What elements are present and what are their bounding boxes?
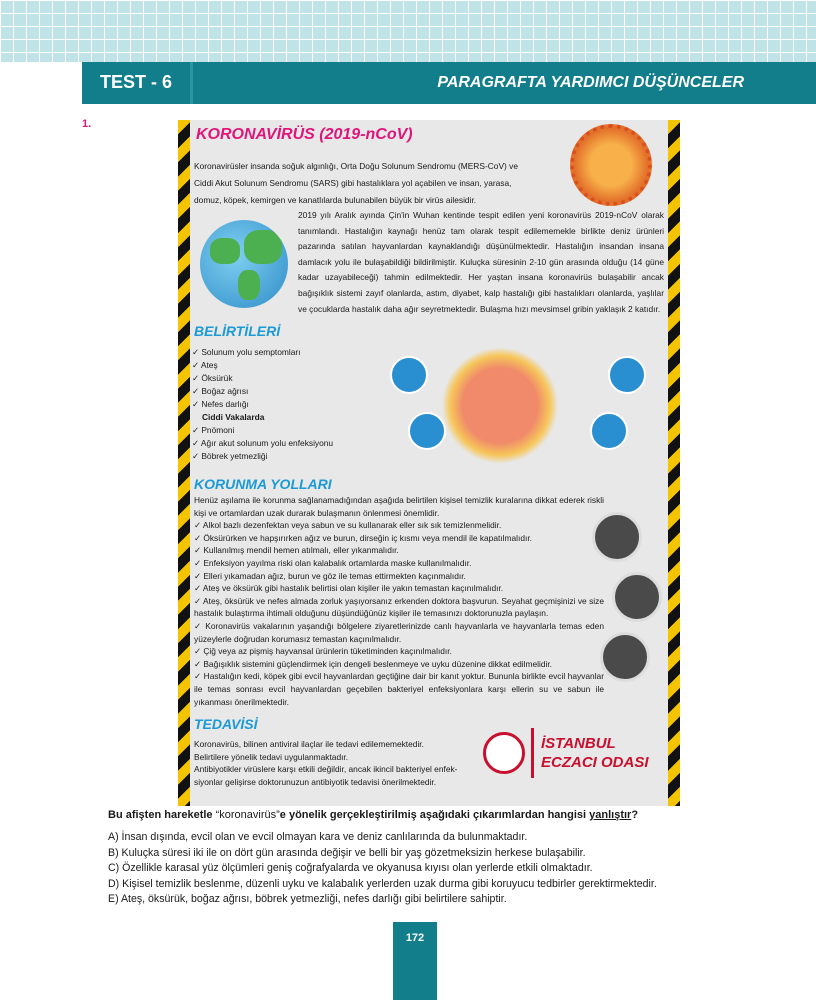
coronavirus-poster (178, 120, 680, 806)
protection-item: ✓ Ateş ve öksürük gibi hastalık belirtisi olan kişiler ile yakın temastan kaçınılmalıdır. (194, 583, 504, 594)
option-b[interactable]: B) Kuluçka süresi iki ile on dört gün arasında değişir ve belli bir yaş gözetmeksizin herkese bulaşabilir. (108, 846, 586, 859)
option-c[interactable]: C) Özellikle karasal yüz ölçümleri geniş coğrafyalarda ve okyanusa kıyısı olan yerlerde etkili olmaktadır. (108, 862, 593, 874)
treatment-text (194, 738, 484, 788)
symptom-item: ✓ Boğaz ağrısı (192, 386, 249, 396)
symptom-item: ✓ Öksürük (192, 373, 233, 383)
symptom-item: ✓ Pnömoni (192, 425, 235, 435)
raw-meat-icon (612, 572, 662, 622)
protection-item: ✓ Alkol bazlı dezenfektan veya sabun ve su kullanarak eller sık sık temizlenmelidir. (194, 520, 502, 531)
symptom-item: ✓ Ateş (192, 360, 218, 370)
protection-item: ✓ Çiğ veya az pişmiş hayvansal ürünlerin tüketiminden kaçınılmalıdır. (194, 646, 452, 657)
question-stem (108, 809, 638, 821)
question-quoted: “koronavirüs” (215, 809, 280, 821)
protection-item: ✓ Enfeksiyon yayılma riski olan kalabalık ortamlarda maske kullanılmalıdır. (194, 557, 472, 568)
page-header (82, 62, 816, 104)
poster-paragraph: 2019 yılı Aralık ayında Çin'in Wuhan kentinde tespit edilen yeni koronavirüs 2019-nCoV olarak tanımlandı. Hastalığın kaynağı henüz tam olarak tespit edilememekle birlikte deniz ürünleri pazarında satılan hayvanlardan kaynaklandığı düşünülmektedir. Hastalığın insandan insana damlacık yolu ile bulaşabildiği bildirilmiştir. Kuluçka süresinin 2-10 gün arasında olduğu (14 güne kadar uzayabileceği) tahmin edilmektedir. Her yaştan insana koronavirüs bulaşabilir ancak bağışıklık sistemi zayıf olanlarda, astım, diyabet, kalp hastalığı gibi hastalıkları olanlarda, yaşlılar ve çocuklarda hastalık daha ağır seyretmektedir. Bulaşma hızı mevsimsel gribin yaklaşık 2 katıdır. (298, 210, 664, 314)
intro-line: Ciddi Akut Solunum Sendromu (SARS) gibi hastalıklara yol açabilen ve insan, yarasa, (194, 178, 512, 188)
page-number: 172 (393, 922, 437, 1000)
protection-text (194, 494, 604, 708)
istanbul-pharmacists-logo (483, 724, 653, 782)
poster-intro (194, 158, 574, 209)
symptoms-list (192, 346, 333, 463)
protection-item: ✓ Koronavirüs vakalarının yaşandığı bölgelere ziyaretlerinizde canlı hayvanlarla ve hayvanlarla temas eden yüzeylerle doğrudan korumasız temastan kaçınılmalıdır. (194, 620, 604, 644)
symptom-item: ✓ Solunum yolu semptomları (192, 347, 301, 357)
hazard-stripe-left (178, 120, 190, 806)
question-text: Bu afişten hareketle (108, 809, 216, 821)
question-number: 1. (82, 118, 92, 130)
treatment-line: Koronavirüs, bilinen antiviral ilaçlar ile tedavi edilememektedir. (194, 739, 424, 749)
header-grid-decoration (0, 0, 816, 62)
symptom-item: ✓ Nefes darlığı (192, 399, 249, 409)
section-title: PARAGRAFTA YARDIMCI DÜŞÜNCELER (437, 74, 744, 91)
symptoms-heading: BELİRTİLERİ (194, 323, 281, 339)
hazard-stripe-right (668, 120, 680, 806)
symptom-item: ✓ Ağır akut solunum yolu enfeksiyonu (192, 438, 334, 448)
protection-intro: Henüz aşılama ile korunma sağlanamadığından aşağıda belirtilen kişisel temizlik kuralarına dikkat ederek riskli kişi ve ortamlardan uzak durarak bulaşmanın önlenmesi önemlidir. (194, 495, 604, 518)
protection-item: ✓ Kullanılmış mendil hemen atılmalı, eller yıkanmalıdır. (194, 545, 399, 556)
lungs-illustration (440, 348, 560, 463)
treatment-heading: TEDAVİSİ (194, 716, 258, 732)
treatment-line: Belirtilere yönelik tedavi uygulanmaktadır. (194, 751, 349, 762)
handwashing-icon (600, 632, 650, 682)
option-d[interactable]: D) Kişisel temizlik beslenme, düzenli uyku ve kalabalık yerlerden uzak durma gibi koruyucu tedbirler gerektirmektedir. (108, 877, 657, 890)
logo-seal (483, 732, 525, 774)
logo-text: İSTANBUL ECZACI ODASI (541, 735, 649, 771)
answer-options (108, 830, 657, 908)
header-divider (190, 62, 193, 104)
protection-item: ✓ Elleri yıkamadan ağız, burun ve göz ile temas ettirmekten kaçınmalıdır. (194, 570, 466, 581)
protection-item: ✓ Ateş, öksürük ve nefes almada zorluk yaşıyorsanız erkenden doktora başvurun. Seyahat geçmişinizi ve size hastalık bulaştırma ihtimali olduğunu düşündüğünüz kişiler ile temasınızı doktorunuzla paylaşın. (194, 595, 604, 619)
severe-cases-label: Ciddi Vakalarda (202, 412, 265, 422)
protection-item: ✓ Hastalığın kedi, köpek gibi evcil hayvanlardan geçtiğine dair bir kanıt yoktur. Bununla birlikte evcil hayvanlar ile temas sonrası evcil hayvanlardan geçebilen bakteriyel enfeksiyonlara karşı ellerin su ve sabun ile yıkanması önerilmektedir. (194, 671, 604, 707)
treatment-line: Antibiyotikler virüslere karşı etkili değildir, ancak ikincil bakteriyel enfek- (194, 764, 458, 775)
patient-icon (390, 356, 428, 394)
globe-illustration (200, 220, 288, 308)
treatment-line: siyonlar gelişirse doktorunuzun antibiyotik tedavisi önerilmektedir. (194, 776, 437, 787)
option-e[interactable]: E) Ateş, öksürük, boğaz ağrısı, böbrek yetmezliği, nefes darlığı gibi belirtilere sahiptir. (108, 893, 507, 905)
test-label: TEST - 6 (100, 72, 173, 92)
mask-icon (592, 512, 642, 562)
question-text: ? (631, 809, 639, 821)
patient-icon (608, 356, 646, 394)
symptom-item: ✓ Böbrek yetmezliği (192, 451, 268, 461)
logo-divider (531, 728, 534, 778)
intro-line: Koronavirüsler insanda soğuk algınlığı, Orta Doğu Solunum Sendromu (MERS-CoV) ve (194, 161, 518, 171)
virus-illustration (570, 124, 652, 206)
patient-icon (590, 412, 628, 450)
question-text: e yönelik gerçekleştirilmiş aşağıdaki çıkarımlardan hangisi (279, 809, 590, 821)
protection-item: ✓ Öksürürken ve hapşırırken ağız ve burun, dirseğin iç kısmı veya mendil ile kapatılmalıdır. (194, 532, 532, 543)
option-a[interactable]: A) İnsan dışında, evcil olan ve evcil olmayan kara ve deniz canlılarında da bulunmaktadır. (108, 831, 528, 843)
poster-title: KORONAVİRÜS (2019-nCoV) (196, 126, 413, 143)
question-emphasis: yanlıştır (589, 809, 632, 821)
intro-line: domuz, köpek, kemirgen ve kanatlılarda bulunabilen büyük bir virüs ailesidir. (194, 195, 477, 205)
patient-icon (408, 412, 446, 450)
protection-heading: KORUNMA YOLLARI (194, 476, 332, 492)
protection-item: ✓ Bağışıklık sistemini güçlendirmek için dengeli beslenmeye ve uyku düzenine dikkat edilmelidir. (194, 658, 553, 669)
